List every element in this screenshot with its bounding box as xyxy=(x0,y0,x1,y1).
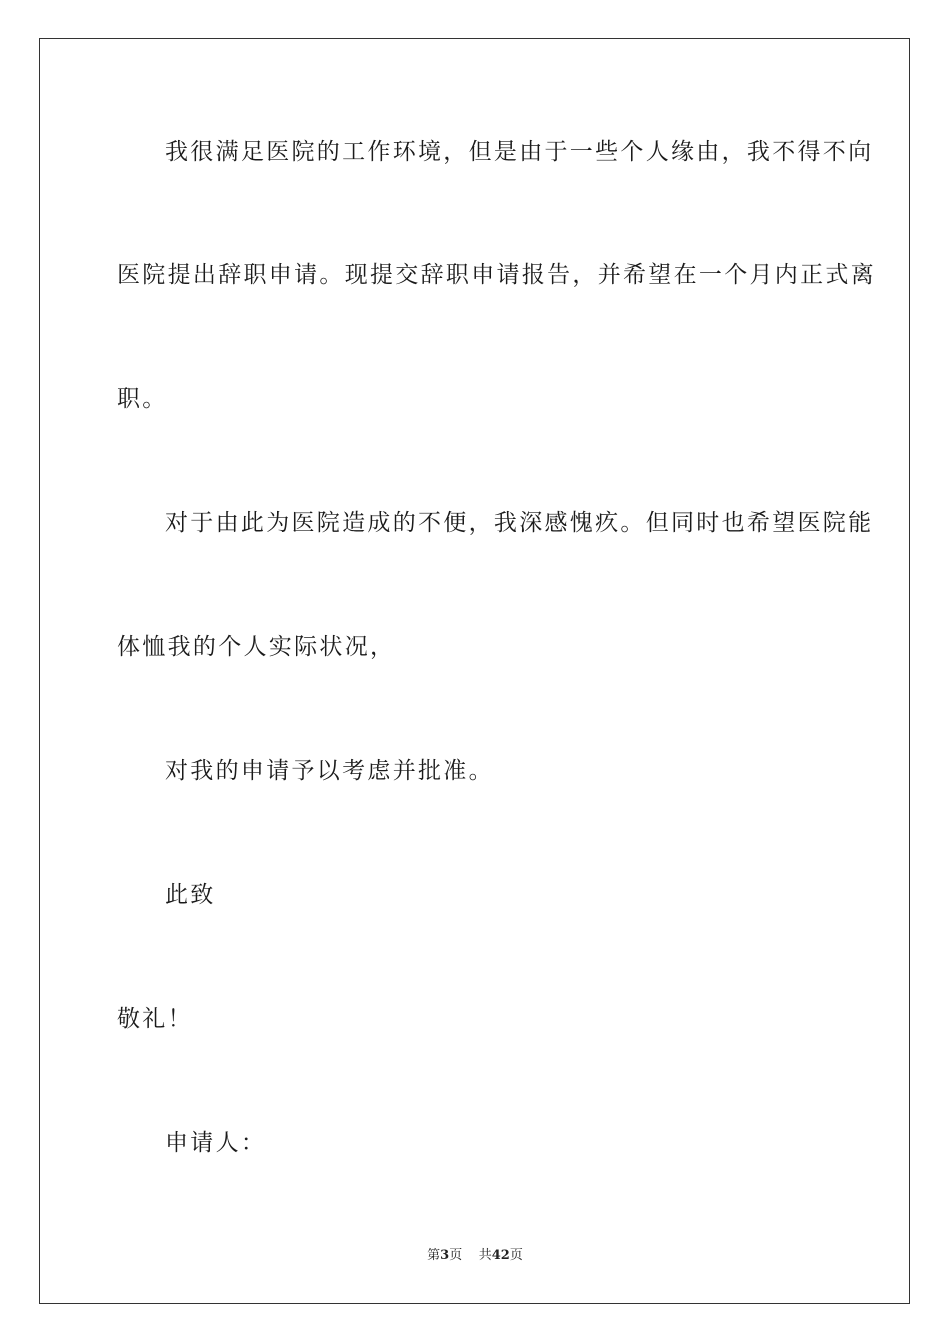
applicant-label: 申请人： xyxy=(165,1130,267,1156)
paragraph-line-5: 体恤我的个人实际状况， xyxy=(117,634,396,660)
footer-page-suffix: 页 xyxy=(449,1248,463,1263)
page-border xyxy=(39,38,910,1304)
paragraph-line-6: 对我的申请予以考虑并批准。 xyxy=(165,758,494,784)
footer-total-suffix: 页 xyxy=(509,1248,523,1263)
paragraph-line-2: 医院提出辞职申请。现提交辞职申请报告，并希望在一个月内正式离 xyxy=(117,262,876,288)
paragraph-line-4: 对于由此为医院造成的不便，我深感愧疚。但同时也希望医院能 xyxy=(165,510,874,536)
page-footer xyxy=(0,1247,950,1265)
footer-total-prefix: 共 xyxy=(478,1248,492,1263)
footer-total-pages: 42 xyxy=(491,1248,510,1263)
closing-regards: 敬礼！ xyxy=(117,1006,193,1032)
footer-page-prefix: 第 xyxy=(427,1248,441,1263)
closing-salutation: 此致 xyxy=(165,882,216,908)
paragraph-line-3: 职。 xyxy=(117,386,168,412)
footer-page-number: 3 xyxy=(440,1248,450,1263)
paragraph-line-1: 我很满足医院的工作环境，但是由于一些个人缘由，我不得不向 xyxy=(165,139,874,165)
